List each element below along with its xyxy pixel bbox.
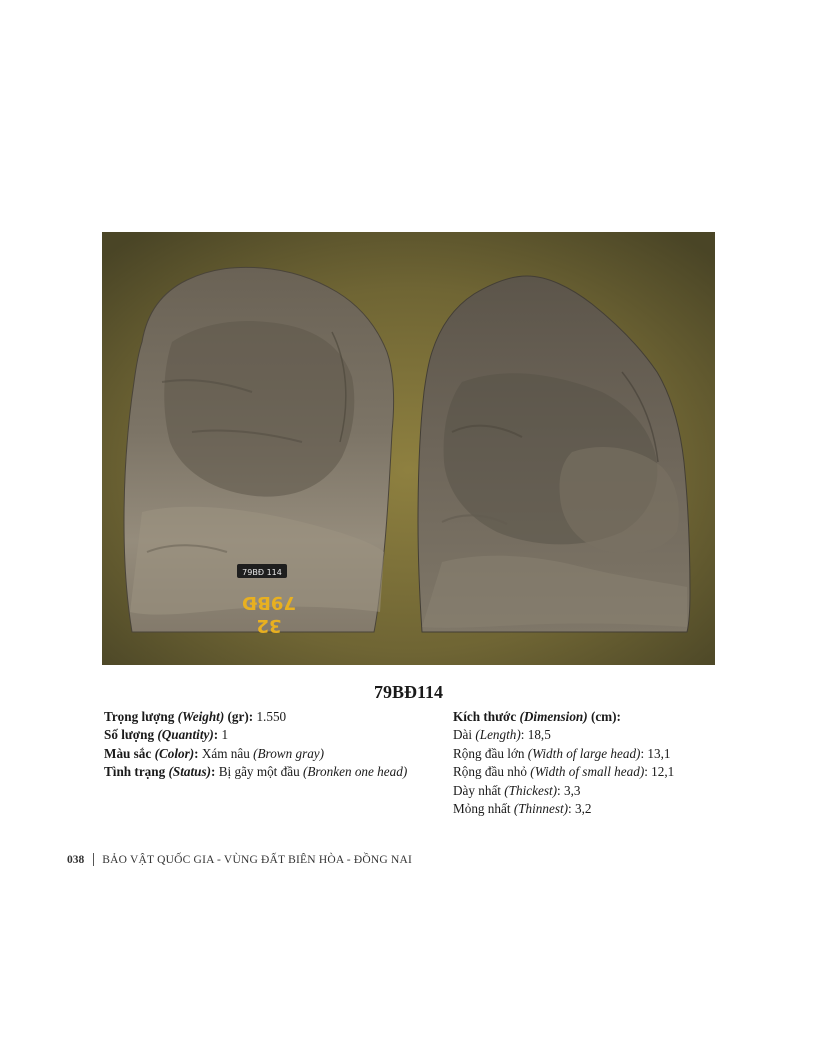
- small-head-row: [453, 763, 753, 781]
- weight-value: 1.550: [256, 709, 287, 724]
- thinnest-label: Mỏng nhất: [453, 801, 511, 817]
- book-title: BẢO VẬT QUỐC GIA - VÙNG ĐẤT BIÊN HÒA - ĐỒNG NAI: [102, 853, 413, 866]
- thinnest-row: [453, 800, 753, 818]
- quantity-label: Số lượng: [104, 727, 155, 743]
- color-value-en: (Brown gray): [253, 745, 325, 761]
- artifact-info-column: [104, 708, 434, 782]
- large-head-value: : 13,1: [640, 745, 671, 761]
- length-value: : 18,5: [520, 727, 551, 743]
- page-footer: [67, 853, 412, 866]
- status-value-en: (Bronken one head): [302, 764, 408, 780]
- length-row: [453, 726, 753, 744]
- dimension-heading-label: Kích thước: [453, 709, 517, 724]
- artifact-photo: [102, 232, 715, 665]
- artifact-code-title: 79BĐ114: [373, 682, 443, 702]
- large-head-row: [453, 745, 753, 763]
- weight-label-en: (Weight): [177, 709, 225, 724]
- dimension-heading: [453, 708, 753, 726]
- color-label-en: (Color): [154, 745, 195, 761]
- color-label: Màu sắc: [104, 745, 152, 761]
- artifact-photo-illustration: [102, 232, 715, 665]
- weight-label: Trọng lượng: [104, 709, 175, 724]
- quantity-row: [104, 726, 434, 744]
- page-number: 038: [67, 853, 85, 866]
- dimension-heading-en: (Dimension): [519, 709, 588, 724]
- stone-front-view: [124, 267, 394, 636]
- thinnest-label-en: (Thinnest): [513, 801, 569, 817]
- dimension-heading-unit: (cm):: [590, 709, 621, 724]
- color-colon: :: [194, 745, 199, 761]
- length-label: Dài: [453, 727, 473, 743]
- large-head-label-en: (Width of large head): [527, 745, 641, 761]
- dimensions-column: [453, 708, 753, 818]
- color-row: [104, 745, 434, 763]
- thickest-row: [453, 782, 753, 800]
- color-value: Xám nâu: [201, 745, 250, 761]
- large-head-label: Rộng đầu lớn: [453, 745, 525, 761]
- handwritten-code: 79BĐ: [242, 592, 296, 613]
- status-value: Bị gãy một đầu: [218, 764, 300, 780]
- small-head-label: Rộng đầu nhỏ: [453, 764, 527, 780]
- footer-divider: [93, 853, 94, 866]
- status-label-en: (Status): [168, 764, 212, 780]
- catalog-sticker-text: 79BĐ 114: [242, 568, 282, 577]
- weight-unit: (gr):: [227, 709, 254, 724]
- weight-row: [104, 708, 434, 726]
- thickest-label-en: (Thickest): [504, 782, 558, 798]
- length-label-en: (Length): [475, 727, 521, 743]
- thickest-label: Dày nhất: [453, 782, 501, 798]
- handwritten-number: 32: [256, 615, 282, 636]
- quantity-value: 1: [221, 727, 229, 743]
- status-label: Tình trạng: [104, 764, 166, 780]
- status-colon: :: [211, 764, 216, 780]
- small-head-label-en: (Width of small head): [530, 764, 645, 780]
- thickest-value: : 3,3: [557, 782, 581, 798]
- thinnest-value: : 3,2: [568, 801, 592, 817]
- quantity-colon: :: [213, 727, 219, 743]
- small-head-value: : 12,1: [644, 764, 675, 780]
- status-row: [104, 763, 434, 781]
- quantity-label-en: (Quantity): [157, 727, 214, 743]
